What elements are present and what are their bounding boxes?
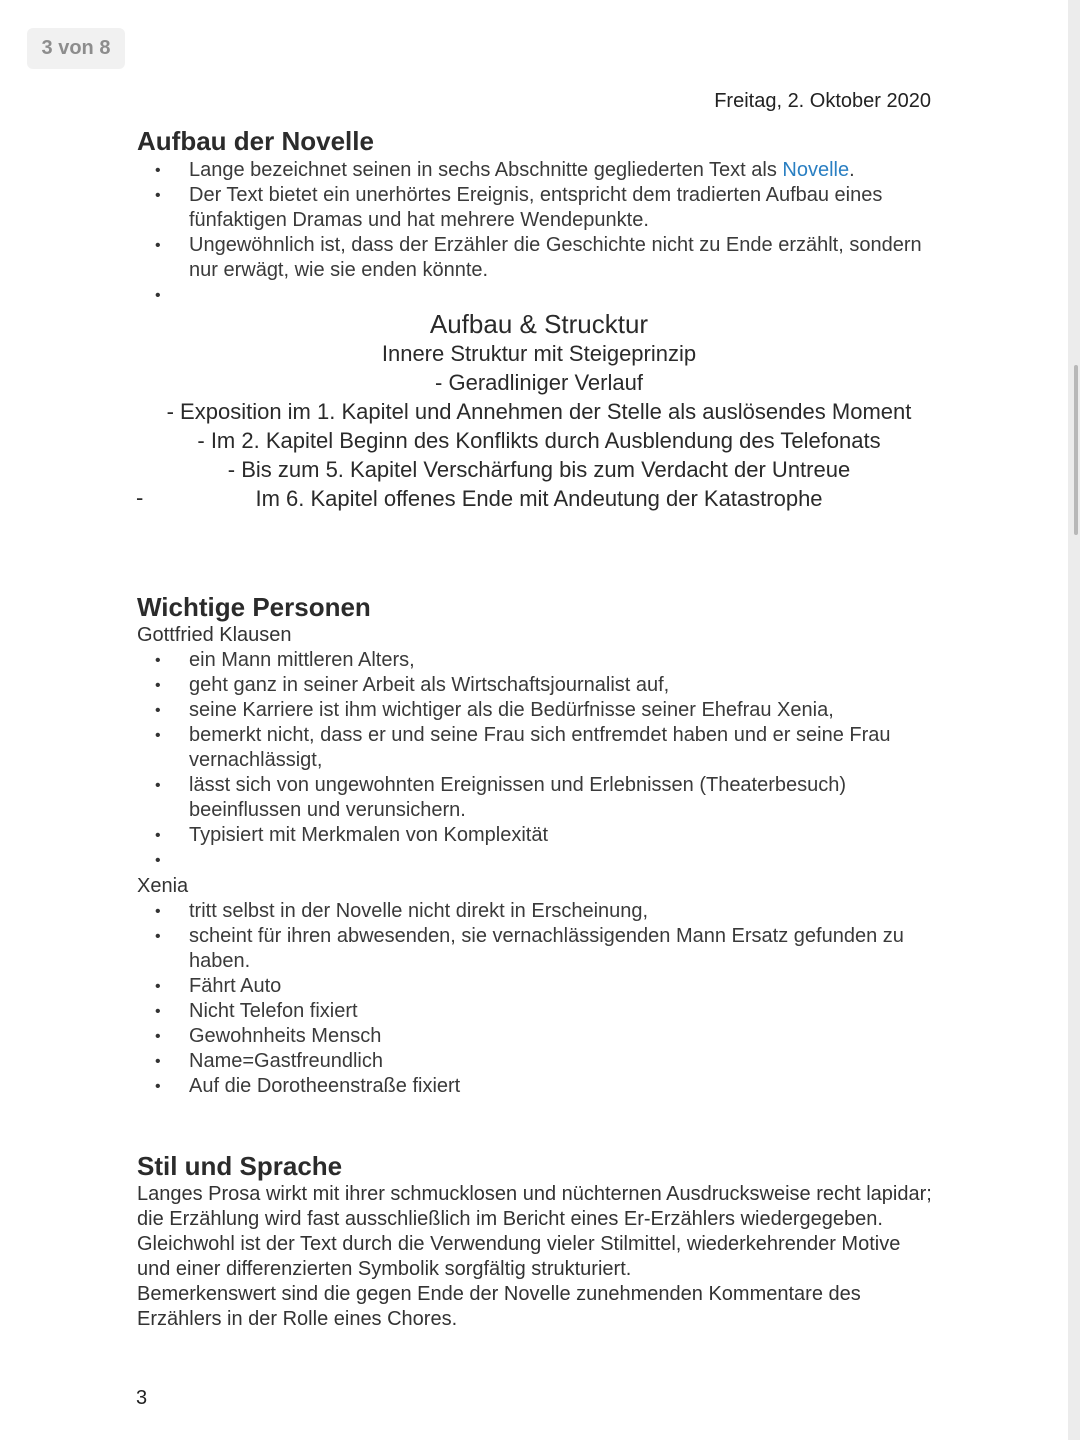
stil-text (137, 1182, 937, 1332)
page-indicator: 3 von 8 (27, 28, 125, 69)
struktur-line: Im 6. Kapitel offenes Ende mit Andeutung der Katastrophe (255, 486, 823, 511)
list-item: • Nicht Telefon fixiert (137, 999, 947, 1024)
scrollbar-track[interactable] (1068, 0, 1080, 1440)
struktur-line: - Exposition im 1. Kapitel und Annehmen der Stelle als auslösendes Moment (166, 399, 912, 424)
struktur-dash: - (136, 485, 144, 510)
list-item: • lässt sich von ungewohnten Ereignissen und Erlebnissen (Theaterbesuch) beeinflussen und verunsichern. (137, 773, 947, 823)
paragraph: Gleichwohl ist der Text durch die Verwendung vieler Stilmittel, wiederkehrender Motive und einer differenzierten Symbolik sorgfältig strukturiert. (137, 1233, 901, 1280)
list-item: • seine Karriere ist ihm wichtiger als die Bedürfnisse seiner Ehefrau Xenia, (137, 698, 947, 723)
scrollbar-thumb[interactable] (1074, 365, 1078, 535)
list-item: • Auf die Dorotheenstraße fixiert (137, 1074, 947, 1099)
list-item (137, 848, 947, 873)
list-item (137, 158, 947, 183)
heading-personen: Wichtige Personen (137, 592, 371, 622)
list-item: • Fährt Auto (137, 974, 947, 999)
list-item (137, 283, 947, 308)
list-item: • scheint für ihren abwesenden, sie vernachlässigenden Mann Ersatz gefunden zu haben. (137, 924, 947, 974)
heading-aufbau: Aufbau der Novelle (137, 126, 374, 156)
list-item: • Der Text bietet ein unerhörtes Ereignis, entspricht dem tradierten Aufbau eines fünfaktigen Dramas und hat mehrere Wendepunkte. (137, 183, 947, 233)
list-item: • tritt selbst in der Novelle nicht direkt in Erscheinung, (137, 899, 947, 924)
struktur-block (137, 309, 941, 513)
struktur-line: - Bis zum 5. Kapitel Verschärfung bis zum Verdacht der Untreue (227, 457, 851, 482)
struktur-line: Innere Struktur mit Steigeprinzip (381, 341, 697, 366)
list-item: • Gewohnheits Mensch (137, 1024, 947, 1049)
list-item: • Typisiert mit Merkmalen von Komplexität (137, 823, 947, 848)
page-number: 3 (136, 1387, 148, 1409)
paragraph: Langes Prosa wirkt mit ihrer schmucklosen und nüchternen Ausdrucksweise recht lapidar; die Erzählung wird fast ausschließlich im Bericht eines Er-Erzählers wiedergegeben. (137, 1183, 932, 1230)
list-item-text: . (849, 159, 855, 181)
list-item: • geht ganz in seiner Arbeit als Wirtschaftsjournalist auf, (137, 673, 947, 698)
person-name-gottfried: Gottfried Klausen (137, 624, 292, 646)
gottfried-list (137, 648, 947, 873)
novelle-link[interactable]: Novelle (782, 159, 850, 181)
xenia-list (137, 899, 947, 1099)
list-item-text: Lange bezeichnet seinen in sechs Abschnitte gegliederten Text als (189, 159, 783, 181)
list-item: • Name=Gastfreundlich (137, 1049, 947, 1074)
document-date: Freitag, 2. Oktober 2020 (714, 90, 931, 112)
list-item: • Ungewöhnlich ist, dass der Erzähler die Geschichte nicht zu Ende erzählt, sondern nur erwägt, wie sie enden könnte. (137, 233, 947, 283)
list-item: • ein Mann mittleren Alters, (137, 648, 947, 673)
struktur-line: - Im 2. Kapitel Beginn des Konflikts durch Ausblendung des Telefonats (197, 428, 881, 453)
list-item: • bemerkt nicht, dass er und seine Frau sich entfremdet haben und er seine Frau vernachlässigt, (137, 723, 947, 773)
heading-stil: Stil und Sprache (137, 1151, 343, 1181)
struktur-title: Aufbau & Strucktur (429, 309, 649, 339)
paragraph: Bemerkenswert sind die gegen Ende der Novelle zunehmenden Kommentare des Erzählers in der Rolle eines Chores. (137, 1283, 861, 1330)
struktur-line: - Geradliniger Verlauf (435, 370, 643, 395)
aufbau-list (137, 158, 947, 308)
person-name-xenia: Xenia (137, 875, 189, 897)
